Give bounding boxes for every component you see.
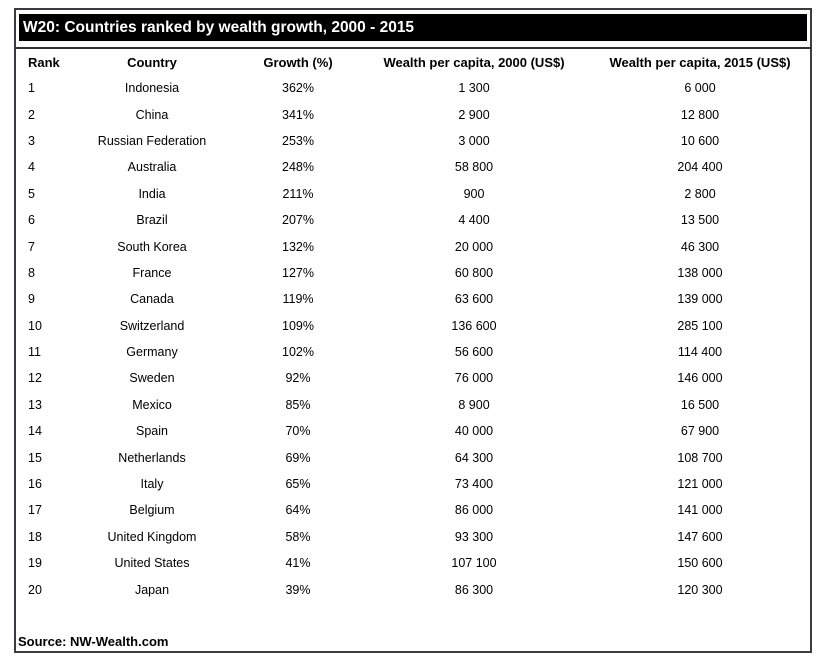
cell-wealth-2015: 46 300 <box>680 239 720 254</box>
table-row <box>16 313 810 339</box>
cell-country: United Kingdom <box>107 529 197 544</box>
cell-wealth-2000: 60 800 <box>454 265 494 280</box>
cell-wealth-2015: 147 600 <box>677 529 723 544</box>
cell-country: Italy <box>140 477 164 492</box>
cell-wealth-2015: 2 800 <box>684 186 716 201</box>
cell-wealth-2015: 150 600 <box>677 556 723 571</box>
cell-country: China <box>135 107 169 122</box>
table-row <box>16 233 810 259</box>
cell-rank: 4 <box>28 160 35 175</box>
cell-wealth-2015: 139 000 <box>677 292 723 307</box>
cell-rank: 17 <box>28 503 42 518</box>
cell-wealth-2000: 4 400 <box>458 213 490 228</box>
cell-country: South Korea <box>117 239 187 254</box>
cell-wealth-2000: 63 600 <box>454 292 494 307</box>
cell-wealth-2000: 8 900 <box>458 397 490 412</box>
cell-growth: 64% <box>285 503 311 518</box>
table-row <box>16 128 810 154</box>
cell-country: Belgium <box>129 503 175 518</box>
cell-wealth-2000: 86 000 <box>454 503 494 518</box>
cell-growth: 119% <box>282 292 314 307</box>
cell-rank: 13 <box>28 397 42 412</box>
cell-rank: 16 <box>28 477 42 492</box>
cell-country: United States <box>114 556 190 571</box>
cell-wealth-2015: 114 400 <box>677 345 723 360</box>
cell-wealth-2000: 2 900 <box>458 107 490 122</box>
table-row <box>16 365 810 391</box>
cell-growth: 253% <box>282 133 314 148</box>
cell-growth: 41% <box>285 556 311 571</box>
cell-wealth-2000: 3 000 <box>458 133 490 148</box>
cell-growth: 39% <box>285 582 311 597</box>
table-row <box>16 497 810 523</box>
cell-rank: 7 <box>28 239 35 254</box>
cell-growth: 248% <box>282 160 314 175</box>
cell-growth: 211% <box>282 186 314 201</box>
cell-wealth-2015: 138 000 <box>677 265 723 280</box>
cell-wealth-2015: 67 900 <box>680 424 720 439</box>
cell-rank: 1 <box>28 81 35 96</box>
table-row <box>16 550 810 576</box>
table-row <box>16 576 810 602</box>
cell-wealth-2000: 107 100 <box>451 556 497 571</box>
cell-wealth-2015: 12 800 <box>680 107 720 122</box>
cell-wealth-2015: 6 000 <box>684 81 716 96</box>
cell-rank: 19 <box>28 556 42 571</box>
cell-wealth-2000: 76 000 <box>454 371 494 386</box>
cell-wealth-2000: 56 600 <box>454 345 494 360</box>
cell-rank: 6 <box>28 213 35 228</box>
table-row <box>16 154 810 180</box>
table-row <box>16 181 810 207</box>
source-text: Source: NW-Wealth.com <box>18 634 169 649</box>
header-wealth-2015: Wealth per capita, 2015 (US$) <box>609 54 791 70</box>
cell-growth: 102% <box>282 345 314 360</box>
cell-wealth-2000: 93 300 <box>454 529 494 544</box>
cell-growth: 127% <box>282 265 314 280</box>
cell-wealth-2000: 86 300 <box>454 582 494 597</box>
cell-wealth-2015: 13 500 <box>680 213 720 228</box>
cell-rank: 5 <box>28 186 35 201</box>
cell-country: Russian Federation <box>97 133 207 148</box>
cell-country: Australia <box>127 160 177 175</box>
cell-wealth-2015: 204 400 <box>677 160 723 175</box>
cell-growth: 58% <box>285 529 311 544</box>
cell-wealth-2000: 136 600 <box>451 318 497 333</box>
cell-growth: 109% <box>282 318 314 333</box>
cell-growth: 132% <box>282 239 314 254</box>
cell-wealth-2015: 146 000 <box>677 371 723 386</box>
table-row <box>16 524 810 550</box>
cell-wealth-2015: 120 300 <box>677 582 723 597</box>
cell-country: Netherlands <box>118 450 186 465</box>
cell-rank: 20 <box>28 582 42 597</box>
cell-wealth-2015: 16 500 <box>680 397 720 412</box>
table-row <box>16 207 810 233</box>
table-row <box>16 260 810 286</box>
cell-country: Switzerland <box>119 318 185 333</box>
cell-wealth-2000: 58 800 <box>454 160 494 175</box>
cell-wealth-2000: 64 300 <box>454 450 494 465</box>
cell-wealth-2000: 900 <box>463 186 485 201</box>
cell-wealth-2000: 20 000 <box>454 239 494 254</box>
table-row <box>16 418 810 444</box>
cell-growth: 207% <box>282 213 314 228</box>
table-row <box>16 392 810 418</box>
cell-wealth-2015: 121 000 <box>677 477 723 492</box>
cell-country: Canada <box>130 292 174 307</box>
table-panel <box>14 8 812 653</box>
table-row <box>16 75 810 101</box>
cell-country: Germany <box>126 345 178 360</box>
cell-wealth-2000: 1 300 <box>458 81 490 96</box>
header-growth: Growth (%) <box>263 54 333 70</box>
cell-growth: 69% <box>285 450 311 465</box>
table-head <box>16 49 810 75</box>
cell-wealth-2000: 73 400 <box>454 477 494 492</box>
header-row <box>16 49 810 75</box>
header-country: Country <box>127 54 177 70</box>
cell-rank: 12 <box>28 371 42 386</box>
cell-country: Japan <box>134 582 170 597</box>
cell-country: Brazil <box>136 213 168 228</box>
table-row <box>16 471 810 497</box>
cell-growth: 341% <box>282 107 314 122</box>
cell-wealth-2015: 108 700 <box>677 450 723 465</box>
cell-country: Sweden <box>129 371 175 386</box>
cell-country: India <box>138 186 166 201</box>
cell-wealth-2015: 285 100 <box>677 318 723 333</box>
cell-rank: 8 <box>28 265 35 280</box>
cell-rank: 14 <box>28 424 42 439</box>
header-wealth-2000: Wealth per capita, 2000 (US$) <box>383 54 565 70</box>
cell-rank: 9 <box>28 292 35 307</box>
table-title-bar: W20: Countries ranked by wealth growth, 2000 - 2015 <box>19 14 807 41</box>
cell-country: Indonesia <box>124 81 180 96</box>
cell-growth: 65% <box>285 477 311 492</box>
cell-growth: 85% <box>285 397 311 412</box>
cell-country: France <box>132 265 172 280</box>
cell-rank: 18 <box>28 529 42 544</box>
table-row <box>16 286 810 312</box>
header-rank: Rank <box>28 54 60 70</box>
cell-growth: 92% <box>285 371 311 386</box>
cell-wealth-2015: 141 000 <box>677 503 723 518</box>
cell-country: Mexico <box>132 397 172 412</box>
table-row <box>16 444 810 470</box>
cell-growth: 70% <box>285 424 311 439</box>
cell-wealth-2015: 10 600 <box>680 133 720 148</box>
wealth-growth-table <box>16 49 810 603</box>
cell-growth: 362% <box>282 81 314 96</box>
table-row <box>16 101 810 127</box>
cell-rank: 11 <box>28 345 41 360</box>
cell-rank: 2 <box>28 107 35 122</box>
cell-rank: 15 <box>28 450 42 465</box>
cell-rank: 10 <box>28 318 42 333</box>
cell-country: Spain <box>136 424 168 439</box>
table-row <box>16 339 810 365</box>
table-body <box>16 75 810 603</box>
cell-rank: 3 <box>28 133 35 148</box>
cell-wealth-2000: 40 000 <box>454 424 494 439</box>
